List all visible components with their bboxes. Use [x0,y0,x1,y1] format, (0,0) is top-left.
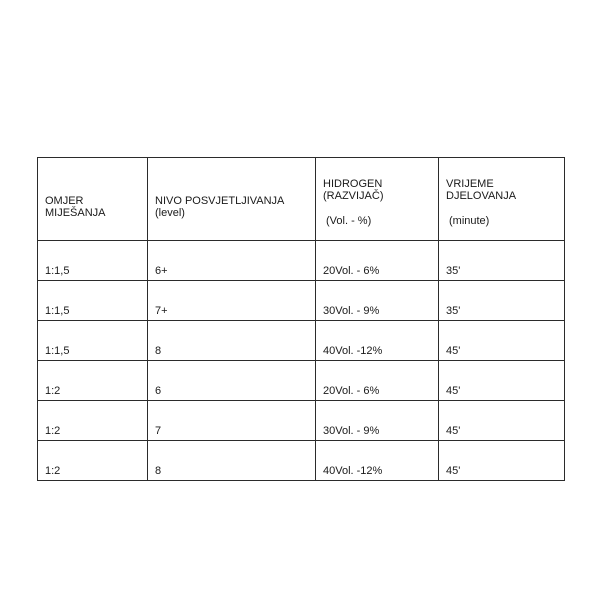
cell-processing-time: 45' [439,321,565,361]
table-header [38,158,565,241]
table-row [38,321,565,361]
cell-lightening-level: 8 [148,441,316,481]
header-cell-mixing-ratio [38,158,148,241]
table-row [38,401,565,441]
cell-mixing-ratio: 1:1,5 [38,321,148,361]
header-hydrogen-unit: (Vol. - %) [326,215,372,227]
table-row [38,281,565,321]
cell-processing-time: 45' [439,401,565,441]
cell-lightening-level: 7+ [148,281,316,321]
header-processing-time-line-1: VRIJEME [446,178,494,190]
table-row [38,241,565,281]
cell-hydrogen: 40Vol. -12% [316,321,439,361]
header-cell-lightening-level [148,158,316,241]
header-lightening-level-line-2: (level) [155,207,185,219]
header-cell-hydrogen [316,158,439,241]
table-row [38,361,565,401]
cell-mixing-ratio: 1:2 [38,441,148,481]
cell-hydrogen: 30Vol. - 9% [316,281,439,321]
cell-hydrogen: 20Vol. - 6% [316,241,439,281]
mixing-ratio-table-container [37,157,564,481]
header-row [38,158,565,241]
cell-mixing-ratio: 1:1,5 [38,241,148,281]
cell-lightening-level: 8 [148,321,316,361]
table-row [38,441,565,481]
mixing-ratio-table [37,157,565,481]
cell-lightening-level: 7 [148,401,316,441]
cell-mixing-ratio: 1:2 [38,361,148,401]
cell-processing-time: 45' [439,361,565,401]
cell-lightening-level: 6 [148,361,316,401]
header-mixing-ratio-line-1: OMJER [45,195,84,207]
header-processing-time-line-2: DJELOVANJA [446,190,517,202]
header-processing-time-unit: (minute) [449,215,490,227]
header-hydrogen-line-2: (RAZVIJAČ) [323,190,384,202]
cell-hydrogen: 30Vol. - 9% [316,401,439,441]
header-lightening-level-line-1: NIVO POSVJETLJIVANJA [155,195,285,207]
cell-processing-time: 35' [439,281,565,321]
cell-hydrogen: 40Vol. -12% [316,441,439,481]
cell-processing-time: 45' [439,441,565,481]
header-hydrogen-line-1: HIDROGEN [323,178,383,190]
cell-mixing-ratio: 1:1,5 [38,281,148,321]
header-mixing-ratio-line-2: MIJEŠANJA [45,207,106,219]
table-body [38,241,565,481]
cell-lightening-level: 6+ [148,241,316,281]
cell-processing-time: 35' [439,241,565,281]
cell-hydrogen: 20Vol. - 6% [316,361,439,401]
cell-mixing-ratio: 1:2 [38,401,148,441]
header-cell-processing-time [439,158,565,241]
